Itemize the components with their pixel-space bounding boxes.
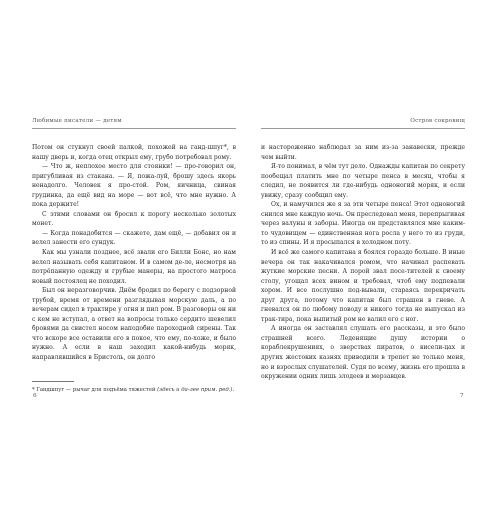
paragraph: И всё же самого капитана я боялся гораздо больше. В иные вечера он так накачивался ромом, что начинал распевать жуткие морские песни. А порой звал посе-тителей к своему столу, угощал всех вином и требовал, чтоб ему подпевали хором. И все послушно под-вывали, стараясь перекричать друг друга, потому что капитан был страшен в гневе. А гневался он по любому поводу и никого тогда не выпускал из трак-тира, пока выпитый ром не валил его с ног.	[261, 249, 465, 323]
footnote-text: — рычаг для подъёма тяжестей	[64, 386, 158, 393]
paragraph: — Когда понадобится — скажете, дам ещё, — добавил он и велел занести его сундук.	[32, 229, 236, 247]
page-number-right: 7	[460, 393, 464, 399]
right-page-text	[261, 143, 465, 382]
paragraph: А иногда он заставлял слушать его рассказы, и это было страшней всего. Леденящие душу истории о кораблекрушениях, о зверствах пиратов, о висели-цах и других жестоких казнях приводили в трепет не только меня, но и взрослых слушателей. Судя по всему, жизнь его прошла в окружении одних лишь злодеев и мерзавцев.	[261, 325, 465, 381]
footnote-source: (здесь и да-лее прим. ред.)	[157, 386, 233, 393]
paragraph: Ох, и намучился же я за эти четыре пенса! Этот одноногий снился мне каждую ночь. Он преследовал меня, перепрыгивая через валуны и заборы. Иногда он представлялся мне каким-то чудовищем — единственная нога росла у него то из груди, то из спины. И я просыпался в холодном поту.	[261, 201, 465, 247]
left-page-text	[32, 143, 236, 363]
paragraph: Был он неразговорчив. Днём бродил по берегу с подзорной трубой, время от времени разглядывая морскую даль, а по вечерам сидел в трактире у огня и пил ром. В разговоры он ни с кем не вступал, а ответ на вопросы только сердито шевелил бровями да свистел носом наподобие пароходной сирены. Так что вскоре все оставили его в покое, что ему, по-хоже, и было нужно. А если в наш заходил какой-нибудь моряк, направлявшийся в Бристоль, он долго	[32, 287, 236, 362]
page-number-left: 6	[33, 393, 37, 399]
footnote	[32, 386, 236, 394]
footnote-end: .	[232, 386, 235, 393]
running-head-left: Любимые писатели — детям	[32, 118, 236, 129]
paragraph: Как мы узнали позднее, всё звали его Билли Бонс, но нам велел называть себя капитаном. И в самом де-ле, несмотря на потрёпанную одежду и грубые манеры, на простого матроса новый постоялец не походил.	[32, 249, 236, 285]
footnote-marker: *	[32, 386, 35, 393]
paragraph: С этими словами он бросил к порогу несколько золотых монет.	[32, 210, 236, 228]
paragraph: — Что ж, неплохое место для стоянки! — про-говорил он, пригубливая из стакана. — Я, пожа-луй, брошу здесь якорь ненадолго. Человек я про-стой. Ром, яичница, свиная грудинка, да ещё вид на море — вот всё, что мне нужно. А пока держите!	[32, 163, 236, 209]
paragraph: Я-то понимал, в чём тут дело. Однажды капитан по секрету пообещал платить мне по четыре пенса в месяц, чтобы я следил, не появится ли где-нибудь одноногий моряк, и если увижу, сразу сообщил ему.	[261, 163, 465, 199]
running-head-right: Остров сокровищ	[261, 118, 465, 129]
footnote-term: Гандшпуг	[36, 386, 65, 393]
footnote-rule	[32, 381, 74, 382]
left-page	[32, 118, 236, 394]
paragraph: и настороженно наблюдал за ним из-за занавески, прежде чем выйти.	[261, 144, 465, 161]
paragraph: Потом он стукнул своей палкой, похожей на ганд-шпуг*, в нашу дверь и, когда отец открыл ему, грубо потребовал рому.	[32, 144, 236, 161]
right-page	[261, 118, 465, 382]
